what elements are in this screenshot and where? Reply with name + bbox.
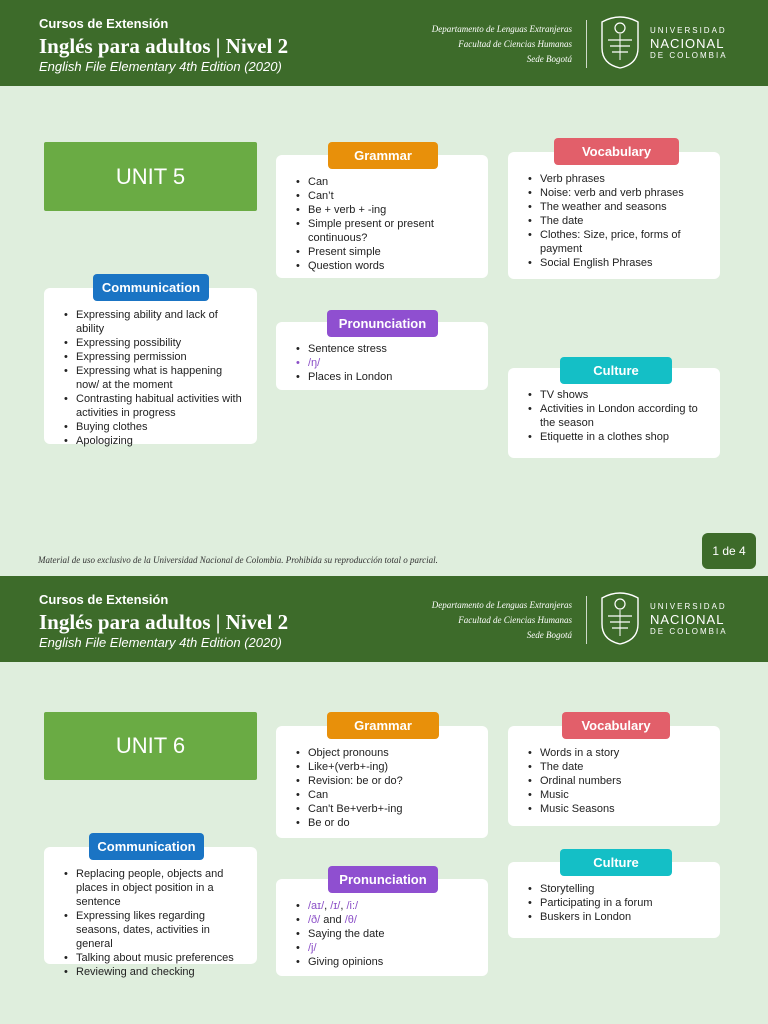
university-line-3: DE COLOMBIA <box>650 627 728 636</box>
unit-5-title: UNIT 5 <box>44 142 257 211</box>
list-item: • Can <box>290 788 478 802</box>
list-item: • Places in London <box>290 370 478 384</box>
unit-5-communication-card <box>44 288 257 447</box>
list-item: • Buying clothes <box>58 420 247 434</box>
list-item: • The date <box>522 214 710 228</box>
list-item: • Replacing people, objects and places in object position in a sentence <box>58 867 247 909</box>
page-header <box>0 576 768 662</box>
list-item: • Storytelling <box>522 882 710 896</box>
list-item: • Expressing what is happening now/ at the moment <box>58 364 247 392</box>
unit-5-grammar-card <box>276 155 488 278</box>
phoneme: /ð/ <box>308 914 321 926</box>
list-item: • Expressing ability and lack of ability <box>58 308 247 336</box>
list-item: • Words in a story <box>522 746 710 760</box>
university-seal-icon <box>598 588 642 646</box>
phoneme: /j/ <box>308 942 317 954</box>
department-name: Departamento de Lenguas Extranjeras <box>431 24 572 34</box>
unit-6-culture-label: Culture <box>560 849 672 876</box>
list-item: • Expressing likes regarding seasons, dates, activities in general <box>58 909 247 951</box>
list-item: • Music <box>522 788 710 802</box>
unit-5-vocabulary-label: Vocabulary <box>554 138 679 165</box>
list-item: • Can’t <box>290 189 478 203</box>
list-item: • Ordinal numbers <box>522 774 710 788</box>
unit-6-vocabulary-label: Vocabulary <box>562 712 670 739</box>
list-item: • Sentence stress <box>290 342 478 356</box>
page-header <box>0 0 768 86</box>
list-item: • TV shows <box>522 388 710 402</box>
list-item: • /ŋ/ <box>290 356 478 370</box>
unit-5-pronunciation-list <box>290 342 478 384</box>
phoneme: /i:/ <box>346 900 359 912</box>
faculty-name: Facultad de Ciencias Humanas <box>458 615 572 625</box>
list-item: • Verb phrases <box>522 172 710 186</box>
unit-6-title: UNIT 6 <box>44 712 257 780</box>
list-item: • Saying the date <box>290 927 478 941</box>
university-line-1: UNIVERSIDAD <box>650 602 727 611</box>
footer-disclaimer: Material de uso exclusivo de la Universidad Nacional de Colombia. Prohibida su reproducción total o parcial. <box>38 555 438 565</box>
list-item: • Participating in a forum <box>522 896 710 910</box>
list-item: • Object pronouns <box>290 746 478 760</box>
unit-5-grammar-list <box>290 175 478 273</box>
list-item: • Noise: verb and verb phrases <box>522 186 710 200</box>
unit-6-grammar-card <box>276 726 488 838</box>
list-item: • Revision: be or do? <box>290 774 478 788</box>
list-item: • Music Seasons <box>522 802 710 816</box>
university-line-1: UNIVERSIDAD <box>650 26 727 35</box>
course-title: Inglés para adultos | Nivel 2 <box>39 34 289 58</box>
unit-5-communication-list <box>58 308 247 448</box>
list-item: • Talking about music preferences <box>58 951 247 965</box>
unit-6-communication-list <box>58 867 247 979</box>
list-item: • Clothes: Size, price, forms of payment <box>522 228 710 256</box>
list-item: • /aɪ/, /ɪ/, /i:/ <box>290 899 478 913</box>
university-line-3: DE COLOMBIA <box>650 51 728 60</box>
list-item: • Be + verb + -ing <box>290 203 478 217</box>
unit-6-grammar-label: Grammar <box>327 712 439 739</box>
unit-5-grammar-label: Grammar <box>328 142 438 169</box>
list-item <box>290 913 478 927</box>
header-divider <box>586 596 587 644</box>
unit-6-grammar-list <box>290 746 478 830</box>
page-indicator: 1 de 4 <box>702 533 756 569</box>
phoneme: /aɪ/ <box>308 900 325 912</box>
unit-6-communication-label: Communication <box>89 833 204 860</box>
textbook-name: English File Elementary 4th Edition (2020) <box>39 635 282 650</box>
list-item: • Etiquette in a clothes shop <box>522 430 710 444</box>
unit-6-pronunciation-card <box>276 879 488 976</box>
conjunction-text: and <box>323 914 342 926</box>
list-item: • Present simple <box>290 245 478 259</box>
unit-5-culture-list <box>522 388 710 444</box>
university-seal-icon <box>598 12 642 70</box>
list-item: • Can't Be+verb+-ing <box>290 802 478 816</box>
unit-6-vocabulary-list <box>522 746 710 816</box>
unit-5-vocabulary-list <box>522 172 710 270</box>
list-item: • Expressing possibility <box>58 336 247 350</box>
campus-name: Sede Bogotá <box>526 630 572 640</box>
list-item: • Contrasting habitual activities with activities in progress <box>58 392 247 420</box>
course-title: Inglés para adultos | Nivel 2 <box>39 610 289 634</box>
unit-6-pronunciation-label: Pronunciation <box>328 866 438 893</box>
list-item: • Social English Phrases <box>522 256 710 270</box>
unit-5-communication-label: Communication <box>93 274 209 301</box>
unit-5-culture-label: Culture <box>560 357 672 384</box>
list-item: • Question words <box>290 259 478 273</box>
course-type: Cursos de Extensión <box>39 16 169 31</box>
unit-6-vocabulary-card <box>508 726 720 826</box>
list-item <box>290 941 478 955</box>
unit-6-pronunciation-list <box>290 899 478 969</box>
list-item: • Be or do <box>290 816 478 830</box>
unit-5-vocabulary-card <box>508 152 720 279</box>
phoneme: /θ/ <box>344 914 357 926</box>
list-item: • The date <box>522 760 710 774</box>
faculty-name: Facultad de Ciencias Humanas <box>458 39 572 49</box>
list-item: • Buskers in London <box>522 910 710 924</box>
unit-6-communication-card <box>44 847 257 978</box>
list-item: • Like+(verb+-ing) <box>290 760 478 774</box>
department-name: Departamento de Lenguas Extranjeras <box>431 600 572 610</box>
list-item: • Reviewing and checking <box>58 965 247 979</box>
unit-5-pronunciation-label: Pronunciation <box>327 310 438 337</box>
department-info <box>432 22 572 67</box>
university-line-2: NACIONAL <box>650 612 725 627</box>
unit-6-culture-list <box>522 882 710 924</box>
course-type: Cursos de Extensión <box>39 592 169 607</box>
list-item: • Activities in London according to the season <box>522 402 710 430</box>
list-item: • Apologizing <box>58 434 247 448</box>
phoneme: /ɪ/ <box>330 900 341 912</box>
list-item: • Simple present or present continuous? <box>290 217 478 245</box>
list-item: • Giving opinions <box>290 955 478 969</box>
header-divider <box>586 20 587 68</box>
list-item: • Can <box>290 175 478 189</box>
list-item: • Expressing permission <box>58 350 247 364</box>
page-2 <box>0 576 768 1024</box>
university-line-2: NACIONAL <box>650 36 725 51</box>
university-name <box>650 26 728 61</box>
department-info <box>432 598 572 643</box>
campus-name: Sede Bogotá <box>526 54 572 64</box>
textbook-name: English File Elementary 4th Edition (2020) <box>39 59 282 74</box>
list-item: • The weather and seasons <box>522 200 710 214</box>
university-name <box>650 602 728 637</box>
